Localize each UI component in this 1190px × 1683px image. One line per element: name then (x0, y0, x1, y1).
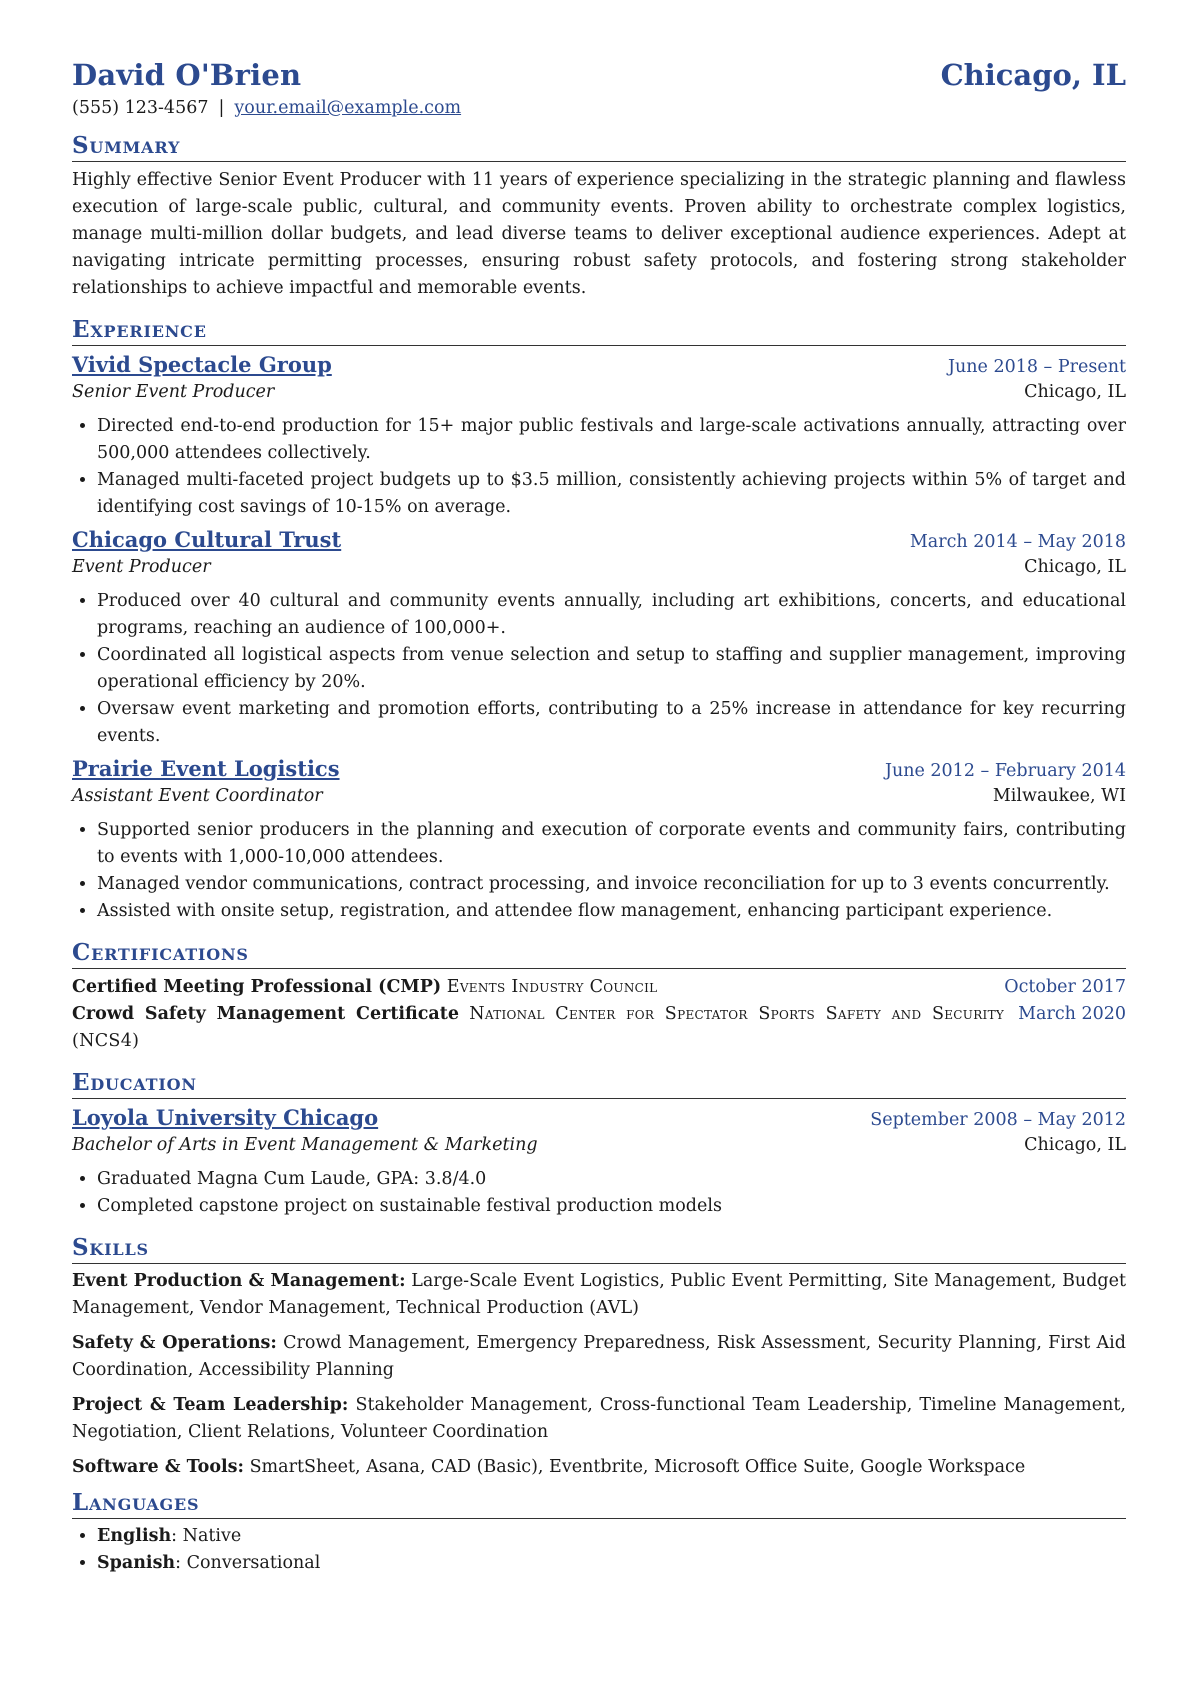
job-bullet: • Oversaw event marketing and promotion efforts, contributing to a 25% increase in attendance for key recurring events. (97, 696, 1126, 750)
language-level: : Conversational (175, 1553, 321, 1573)
section-title-languages: Languages (72, 1489, 1126, 1519)
candidate-name: David O'Brien (72, 58, 302, 92)
education-section (72, 1069, 1126, 1220)
section-title-education: Education (72, 1069, 1126, 1099)
phone-number: (555) 123-4567 (72, 98, 209, 118)
job-location: Chicago, IL (1024, 382, 1126, 402)
school-link[interactable]: Loyola University Chicago (72, 1105, 379, 1130)
job-location: Milwaukee, WI (992, 786, 1126, 806)
certifications-section (72, 939, 1126, 1055)
language-name: English (97, 1526, 172, 1546)
job-dates: March 2014 – May 2018 (909, 532, 1126, 552)
summary-section (72, 132, 1126, 302)
job-bullet: • Produced over 40 cultural and community events annually, including art exhibitions, concerts, and educational programs, reaching an audience of 100,000+. (97, 588, 1126, 642)
contact-line (72, 98, 1126, 118)
skill-group-text: Large-Scale Event Logistics, Public Event Permitting, Site Management, Budget Management, Vendor Management, Technical Production (AVL) (72, 1271, 1126, 1318)
languages-list (72, 1523, 1126, 1577)
skill-group (72, 1392, 1126, 1446)
language-item (97, 1523, 1126, 1550)
language-item (97, 1550, 1126, 1577)
job-dates: June 2012 – February 2014 (884, 761, 1126, 781)
job-bullet: • Assisted with onsite setup, registration, and attendee flow management, enhancing participant experience. (97, 898, 1126, 925)
skill-group (72, 1268, 1126, 1322)
skill-group-label: Project & Team Leadership: (72, 1395, 349, 1415)
candidate-location: Chicago, IL (940, 58, 1126, 92)
job-bullets (72, 817, 1126, 925)
certification-name: Certified Meeting Professional (CMP) (72, 977, 442, 997)
skill-group-label: Software & Tools: (72, 1457, 244, 1477)
certification-date: October 2017 (1004, 977, 1126, 997)
job-employer-link[interactable]: Chicago Cultural Trust (72, 527, 342, 552)
job-title: Event Producer (72, 557, 211, 577)
resume-page (72, 58, 1126, 1577)
job-entry (72, 525, 1126, 750)
section-title-certifications: Certifications (72, 939, 1126, 969)
job-bullets (72, 588, 1126, 750)
skill-group-text: Stakeholder Management, Cross-functional Team Leadership, Timeline Management, Negotiation, Client Relations, Volunteer Coordination (72, 1395, 1126, 1442)
certification-issuer: National Center for Spectator Sports Safety and Security (NCS4) (72, 1004, 1005, 1051)
education-dates: September 2008 – May 2012 (870, 1110, 1126, 1130)
job-bullet: • Coordinated all logistical aspects from venue selection and setup to staffing and supplier management, improving operational efficiency by 20%. (97, 642, 1126, 696)
education-bullet: • Graduated Magna Cum Laude, GPA: 3.8/4.0 (97, 1166, 1126, 1193)
skill-group-text: SmartSheet, Asana, CAD (Basic), Eventbrite, Microsoft Office Suite, Google Workspace (249, 1457, 1026, 1477)
job-entry (72, 754, 1126, 925)
job-entry (72, 350, 1126, 521)
summary-text: Highly effective Senior Event Producer with 11 years of experience specializing in the strategic planning and flawless execution of large-scale public, cultural, and community events. Proven ability to orchestrate complex logistics, manage multi-million dollar budgets, and lead diverse teams to deliver exceptional audience experiences. Adept at navigating intricate permitting processes, ensuring robust safety protocols, and fostering strong stakeholder relationships to achieve impactful and memorable events. (72, 170, 1126, 298)
job-employer-link[interactable]: Vivid Spectacle Group (72, 352, 332, 377)
job-dates: June 2018 – Present (947, 357, 1126, 377)
education-entry (72, 1103, 1126, 1220)
skills-section (72, 1234, 1126, 1481)
section-title-experience: Experience (72, 316, 1126, 346)
section-title-summary: Summary (72, 132, 1126, 162)
skill-group-text: Crowd Management, Emergency Preparedness, Risk Assessment, Security Planning, First Aid Coordination, Accessibility Planning (72, 1333, 1126, 1380)
resume-header (72, 58, 1126, 92)
job-title: Senior Event Producer (72, 382, 275, 402)
degree-title: Bachelor of Arts in Event Management & Marketing (72, 1135, 538, 1155)
job-bullet: • Directed end-to-end production for 15+ major public festivals and large-scale activations annually, attracting over 500,000 attendees collectively. (97, 413, 1126, 467)
skill-group (72, 1330, 1126, 1384)
language-level: : Native (171, 1526, 242, 1546)
skill-group-label: Safety & Operations: (72, 1333, 277, 1353)
certification-issuer: Events Industry Council (446, 977, 658, 997)
language-name: Spanish (97, 1553, 176, 1573)
job-bullet: • Managed multi-faceted project budgets up to $3.5 million, consistently achieving projects within 5% of target and identifying cost savings of 10-15% on average. (97, 467, 1126, 521)
certification-name: Crowd Safety Management Certificate (72, 1004, 459, 1024)
job-bullets (72, 413, 1126, 521)
languages-section (72, 1489, 1126, 1577)
job-location: Chicago, IL (1024, 557, 1126, 577)
job-title: Assistant Event Coordinator (72, 786, 323, 806)
skill-group-label: Event Production & Management: (72, 1271, 406, 1291)
job-bullet: • Supported senior producers in the planning and execution of corporate events and community fairs, contributing to events with 1,000-10,000 attendees. (97, 817, 1126, 871)
certification-date: March 2020 (1018, 1004, 1126, 1024)
certification-entry (72, 1001, 1126, 1055)
job-bullet: • Managed vendor communications, contract processing, and invoice reconciliation for up to 3 events concurrently. (97, 871, 1126, 898)
education-bullet: • Completed capstone project on sustainable festival production models (97, 1193, 1126, 1220)
contact-separator: | (218, 98, 225, 118)
job-employer-link[interactable]: Prairie Event Logistics (72, 756, 340, 781)
email-link[interactable]: your.email@example.com (234, 98, 462, 118)
certification-entry (72, 974, 1126, 1001)
education-bullets (72, 1166, 1126, 1220)
skill-group (72, 1454, 1126, 1481)
education-location: Chicago, IL (1024, 1135, 1126, 1155)
experience-section (72, 316, 1126, 925)
section-title-skills: Skills (72, 1234, 1126, 1264)
